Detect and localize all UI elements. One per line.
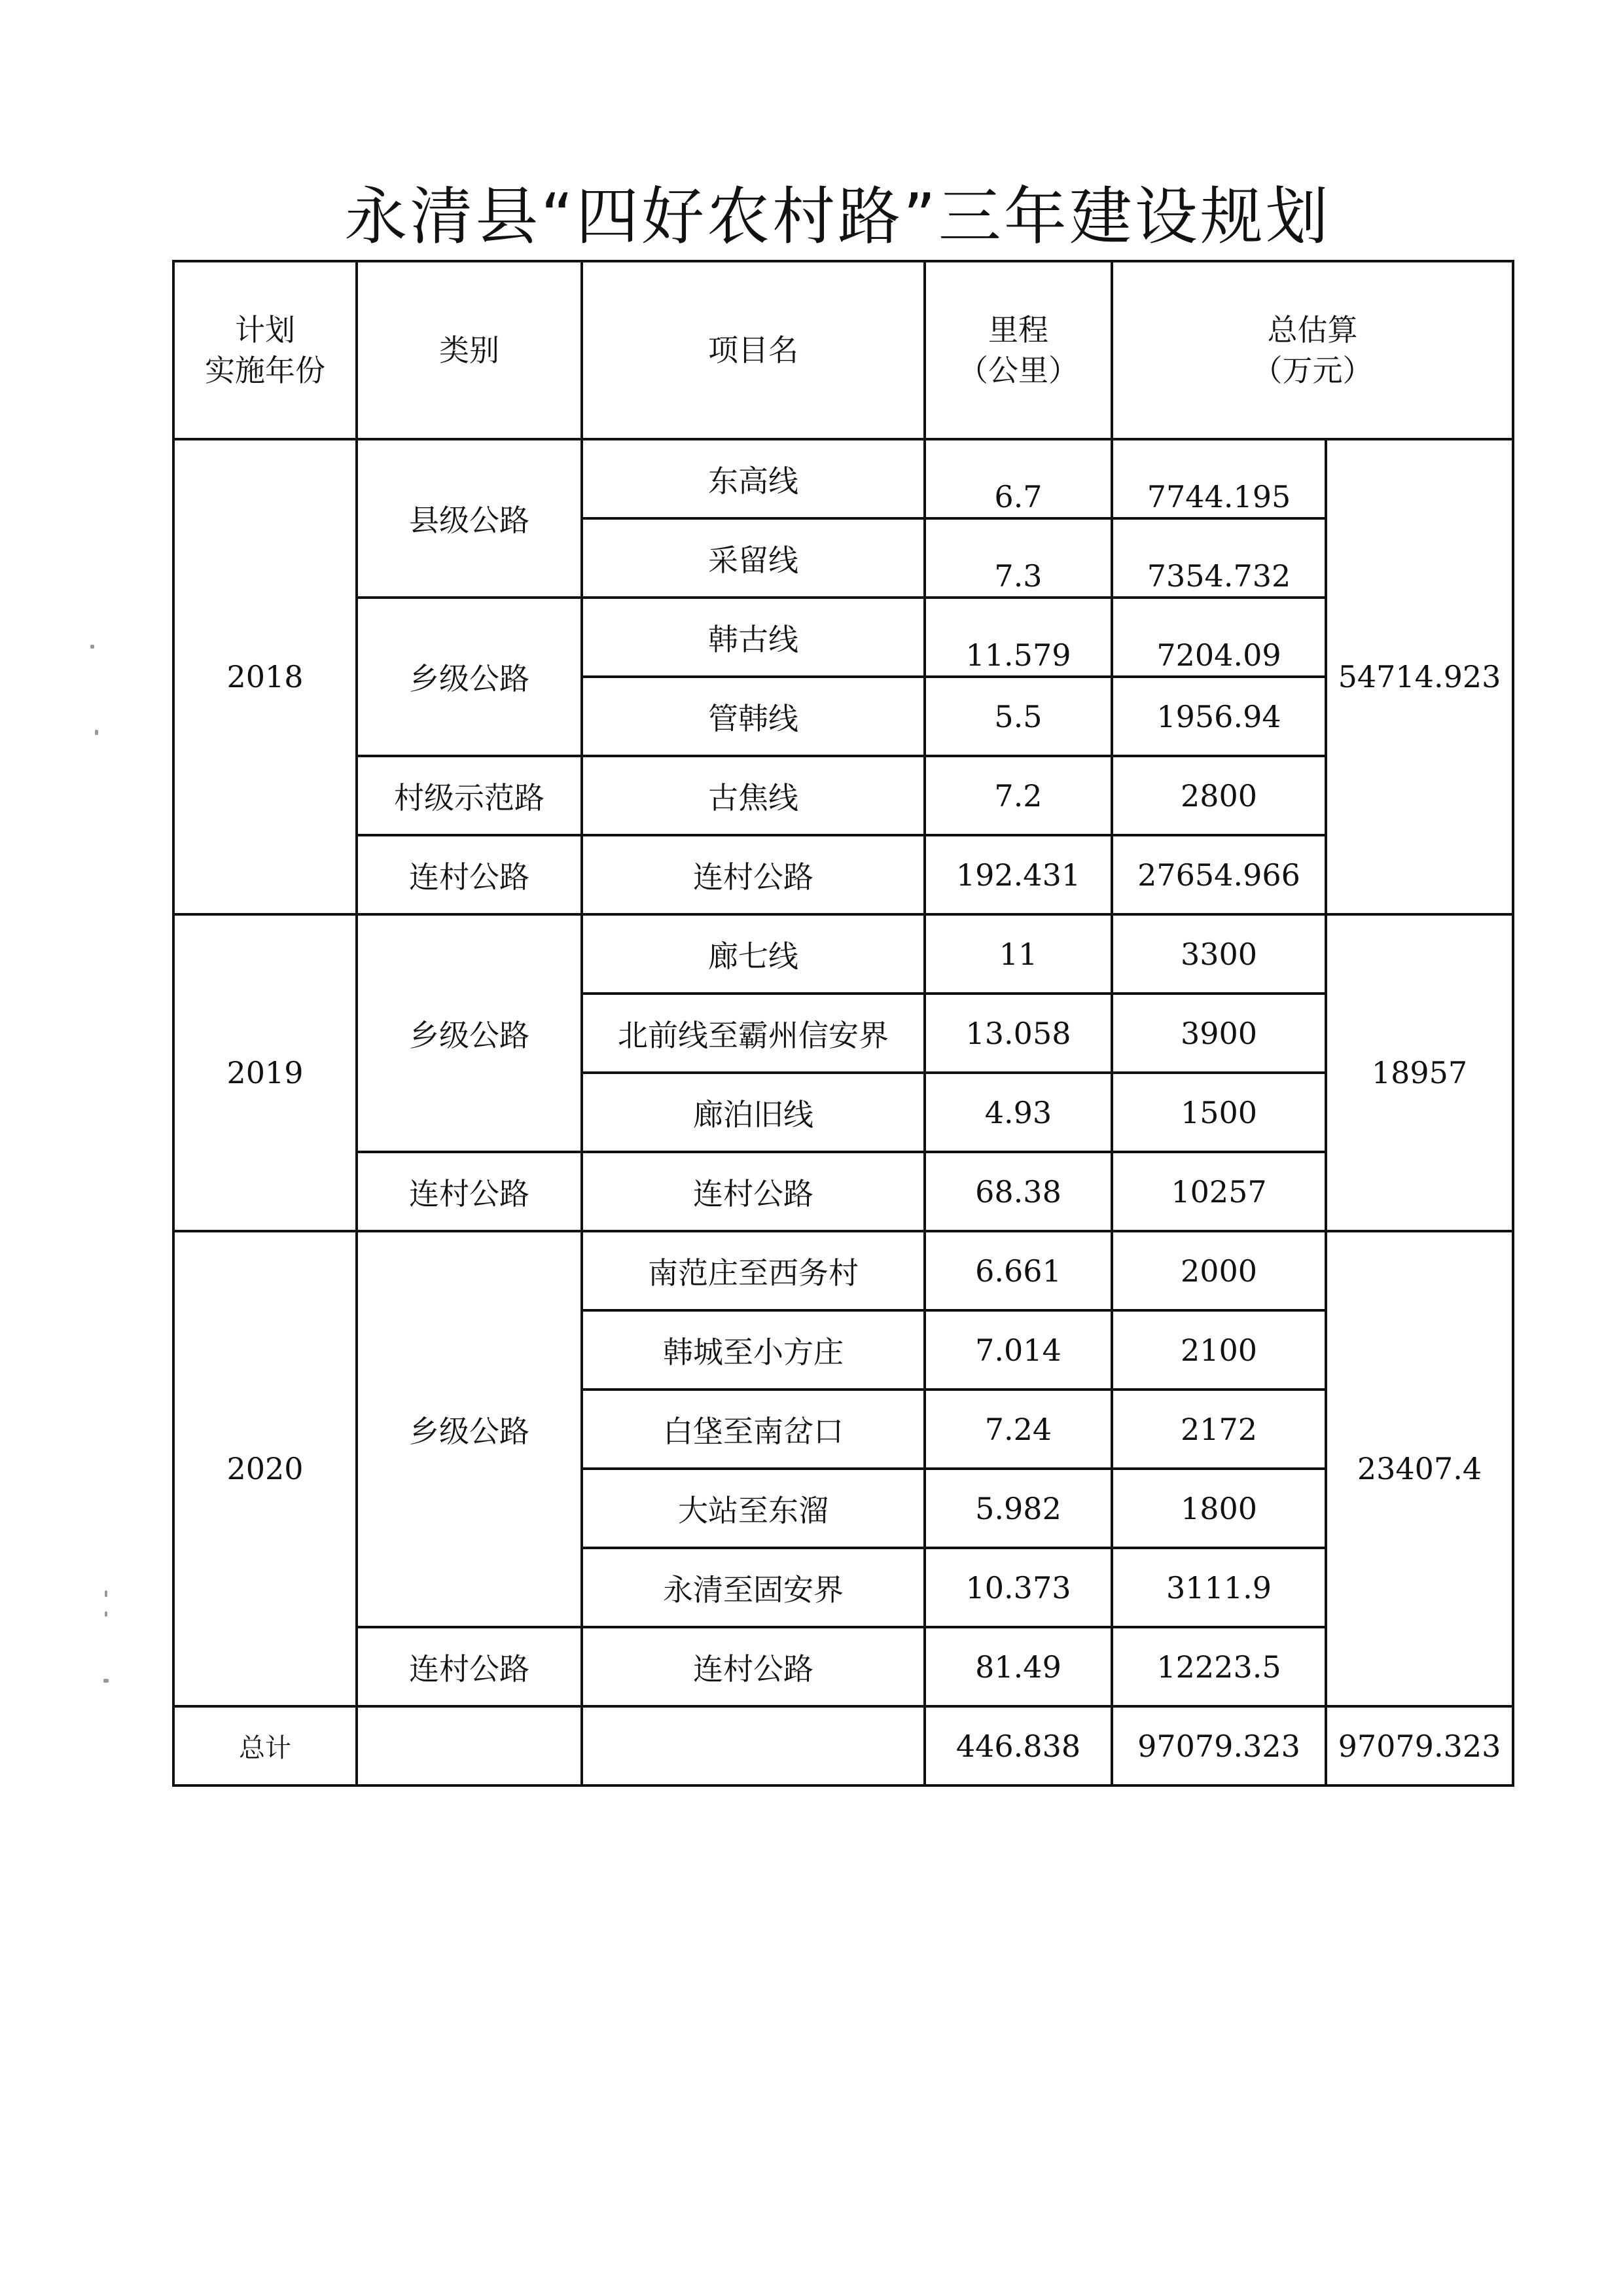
- total-length: 446.838: [925, 1706, 1112, 1785]
- length-cell: 13.058: [925, 994, 1112, 1073]
- plan-table: [172, 260, 1514, 1787]
- length-cell: 6.661: [925, 1231, 1112, 1310]
- project-cell: 廊七线: [582, 914, 925, 994]
- header-budget: 总估算 （万元）: [1112, 261, 1513, 439]
- length-cell: 68.38: [925, 1152, 1112, 1231]
- scan-speck: [105, 1590, 107, 1597]
- table-row: [173, 914, 1513, 994]
- project-cell: 连村公路: [582, 835, 925, 914]
- header-category: 类别: [357, 261, 582, 439]
- table-row: [173, 756, 1513, 835]
- budget-cell: 2172: [1112, 1390, 1326, 1469]
- empty-cell: [582, 1706, 925, 1785]
- project-cell: 北前线至霸州信安界: [582, 994, 925, 1073]
- header-year: 计划 实施年份: [173, 261, 357, 439]
- length-cell: 5.5: [925, 677, 1112, 756]
- category-cell: 村级示范路: [357, 756, 582, 835]
- year-cell: 2020: [173, 1231, 357, 1706]
- category-cell: 乡级公路: [357, 1231, 582, 1627]
- table-row: [173, 439, 1513, 518]
- length-cell: 7.24: [925, 1390, 1112, 1469]
- scan-speck: [103, 1679, 109, 1683]
- table-row: [173, 1627, 1513, 1706]
- budget-cell: 3300: [1112, 914, 1326, 994]
- year-total-cell: 23407.4: [1326, 1231, 1513, 1706]
- header-length: 里程 （公里）: [925, 261, 1112, 439]
- budget-cell: 1800: [1112, 1469, 1326, 1548]
- scan-speck: [90, 645, 94, 649]
- project-cell: 管韩线: [582, 677, 925, 756]
- length-cell: 6.7: [925, 439, 1112, 518]
- budget-cell: 3900: [1112, 994, 1326, 1073]
- length-cell: 4.93: [925, 1073, 1112, 1152]
- category-cell: 乡级公路: [357, 914, 582, 1152]
- total-label: 总计: [173, 1706, 357, 1785]
- budget-cell: 1500: [1112, 1073, 1326, 1152]
- budget-cell: 2800: [1112, 756, 1326, 835]
- budget-cell: 10257: [1112, 1152, 1326, 1231]
- project-cell: 东高线: [582, 439, 925, 518]
- header-row: [173, 261, 1513, 439]
- overall-total: 97079.323: [1326, 1706, 1513, 1785]
- project-cell: 白垡至南岔口: [582, 1390, 925, 1469]
- budget-cell: 1956.94: [1112, 677, 1326, 756]
- project-cell: 采留线: [582, 518, 925, 598]
- budget-cell: 2100: [1112, 1310, 1326, 1390]
- year-total-cell: 18957: [1326, 914, 1513, 1231]
- year-cell: 2019: [173, 914, 357, 1231]
- page-title: 永清县“四好农村路”三年建设规划: [344, 180, 1331, 253]
- length-cell: 5.982: [925, 1469, 1112, 1548]
- length-cell: 10.373: [925, 1548, 1112, 1627]
- year-cell: 2018: [173, 439, 357, 914]
- scan-speck: [105, 1611, 107, 1617]
- empty-cell: [357, 1706, 582, 1785]
- header-project: 项目名: [582, 261, 925, 439]
- project-cell: 南范庄至西务村: [582, 1231, 925, 1310]
- total-row: [173, 1706, 1513, 1785]
- length-cell: 11.579: [925, 598, 1112, 677]
- budget-cell: 7204.09: [1112, 598, 1326, 677]
- table-row: [173, 835, 1513, 914]
- project-cell: 大站至东溜: [582, 1469, 925, 1548]
- category-cell: 连村公路: [357, 1152, 582, 1231]
- length-cell: 11: [925, 914, 1112, 994]
- project-cell: 韩古线: [582, 598, 925, 677]
- length-cell: 7.2: [925, 756, 1112, 835]
- length-cell: 81.49: [925, 1627, 1112, 1706]
- category-cell: 连村公路: [357, 835, 582, 914]
- category-cell: 乡级公路: [357, 598, 582, 756]
- project-cell: 连村公路: [582, 1627, 925, 1706]
- budget-cell: 7744.195: [1112, 439, 1326, 518]
- table-row: [173, 598, 1513, 677]
- scan-speck: [95, 730, 98, 735]
- category-cell: 连村公路: [357, 1627, 582, 1706]
- project-cell: 连村公路: [582, 1152, 925, 1231]
- length-cell: 7.014: [925, 1310, 1112, 1390]
- table-row: [173, 1231, 1513, 1310]
- budget-cell: 2000: [1112, 1231, 1326, 1310]
- budget-cell: 27654.966: [1112, 835, 1326, 914]
- project-cell: 永清至固安界: [582, 1548, 925, 1627]
- project-cell: 廊泊旧线: [582, 1073, 925, 1152]
- project-cell: 古焦线: [582, 756, 925, 835]
- table-row: [173, 1152, 1513, 1231]
- length-cell: 192.431: [925, 835, 1112, 914]
- year-total-cell: 54714.923: [1326, 439, 1513, 914]
- total-budget: 97079.323: [1112, 1706, 1326, 1785]
- budget-cell: 3111.9: [1112, 1548, 1326, 1627]
- project-cell: 韩城至小方庄: [582, 1310, 925, 1390]
- budget-cell: 12223.5: [1112, 1627, 1326, 1706]
- length-cell: 7.3: [925, 518, 1112, 598]
- category-cell: 县级公路: [357, 439, 582, 598]
- budget-cell: 7354.732: [1112, 518, 1326, 598]
